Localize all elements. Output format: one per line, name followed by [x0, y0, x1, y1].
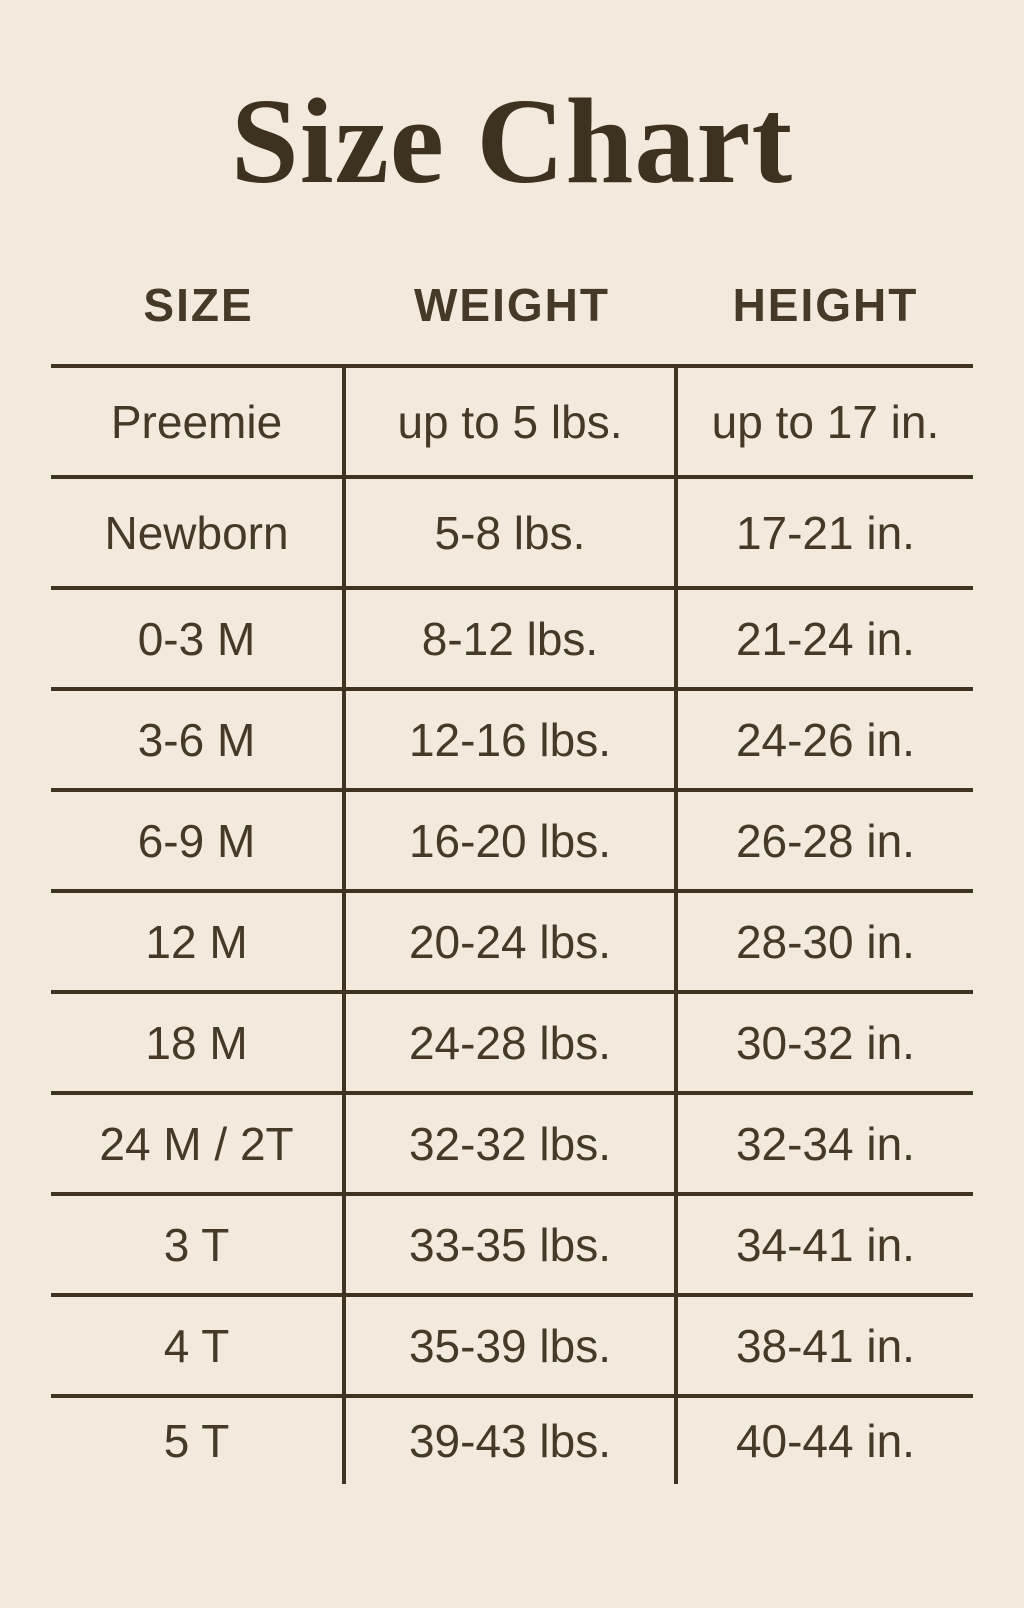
height-cell: 40-44 in. — [735, 1415, 915, 1468]
table-row-4t — [51, 1297, 973, 1398]
height-cell: 32-34 in. — [735, 1117, 915, 1170]
size-cell: Newborn — [51, 479, 346, 586]
column-header-height: HEIGHT — [732, 279, 919, 332]
weight-cell: 33-35 lbs. — [346, 1196, 678, 1293]
size-chart-table — [51, 278, 973, 1484]
weight-cell: 5-8 lbs. — [346, 479, 678, 586]
table-row-18m — [51, 994, 973, 1095]
table-row-5t — [51, 1398, 973, 1484]
page-title: Size Chart — [230, 74, 794, 209]
height-cell: 17-21 in. — [735, 506, 915, 559]
height-cell: 34-41 in. — [735, 1218, 915, 1271]
table-body — [51, 364, 973, 1484]
height-cell: 26-28 in. — [735, 814, 915, 867]
size-cell: 3-6 M — [51, 691, 346, 788]
table-header-row — [51, 278, 973, 332]
table-row-6-9m — [51, 792, 973, 893]
size-cell: 3 T — [51, 1196, 346, 1293]
column-header-size: SIZE — [143, 279, 254, 332]
size-chart-page — [0, 72, 1024, 1608]
size-cell: 5 T — [51, 1398, 346, 1484]
weight-cell: 16-20 lbs. — [346, 792, 678, 889]
table-row-preemie — [51, 368, 973, 479]
weight-cell: 8-12 lbs. — [346, 590, 678, 687]
height-cell: 30-32 in. — [735, 1016, 915, 1069]
size-cell: 24 M / 2T — [51, 1095, 346, 1192]
weight-cell: 32-32 lbs. — [346, 1095, 678, 1192]
size-cell: 4 T — [51, 1297, 346, 1394]
height-cell: up to 17 in. — [711, 395, 940, 448]
height-cell: 21-24 in. — [735, 612, 915, 665]
weight-cell: 12-16 lbs. — [346, 691, 678, 788]
size-cell: Preemie — [51, 368, 346, 475]
weight-cell: 24-28 lbs. — [346, 994, 678, 1091]
weight-cell: 35-39 lbs. — [346, 1297, 678, 1394]
table-row-3-6m — [51, 691, 973, 792]
height-cell: 38-41 in. — [735, 1319, 915, 1372]
size-cell: 12 M — [51, 893, 346, 990]
table-row-24m-2t — [51, 1095, 973, 1196]
size-cell: 18 M — [51, 994, 346, 1091]
table-row-0-3m — [51, 590, 973, 691]
size-cell: 6-9 M — [51, 792, 346, 889]
table-row-12m — [51, 893, 973, 994]
height-cell: 28-30 in. — [735, 915, 915, 968]
column-header-weight: WEIGHT — [413, 279, 610, 332]
weight-cell: 39-43 lbs. — [346, 1398, 678, 1484]
weight-cell: up to 5 lbs. — [346, 368, 678, 475]
size-cell: 0-3 M — [51, 590, 346, 687]
weight-cell: 20-24 lbs. — [346, 893, 678, 990]
height-cell: 24-26 in. — [735, 713, 915, 766]
table-row-3t — [51, 1196, 973, 1297]
table-row-newborn — [51, 479, 973, 590]
